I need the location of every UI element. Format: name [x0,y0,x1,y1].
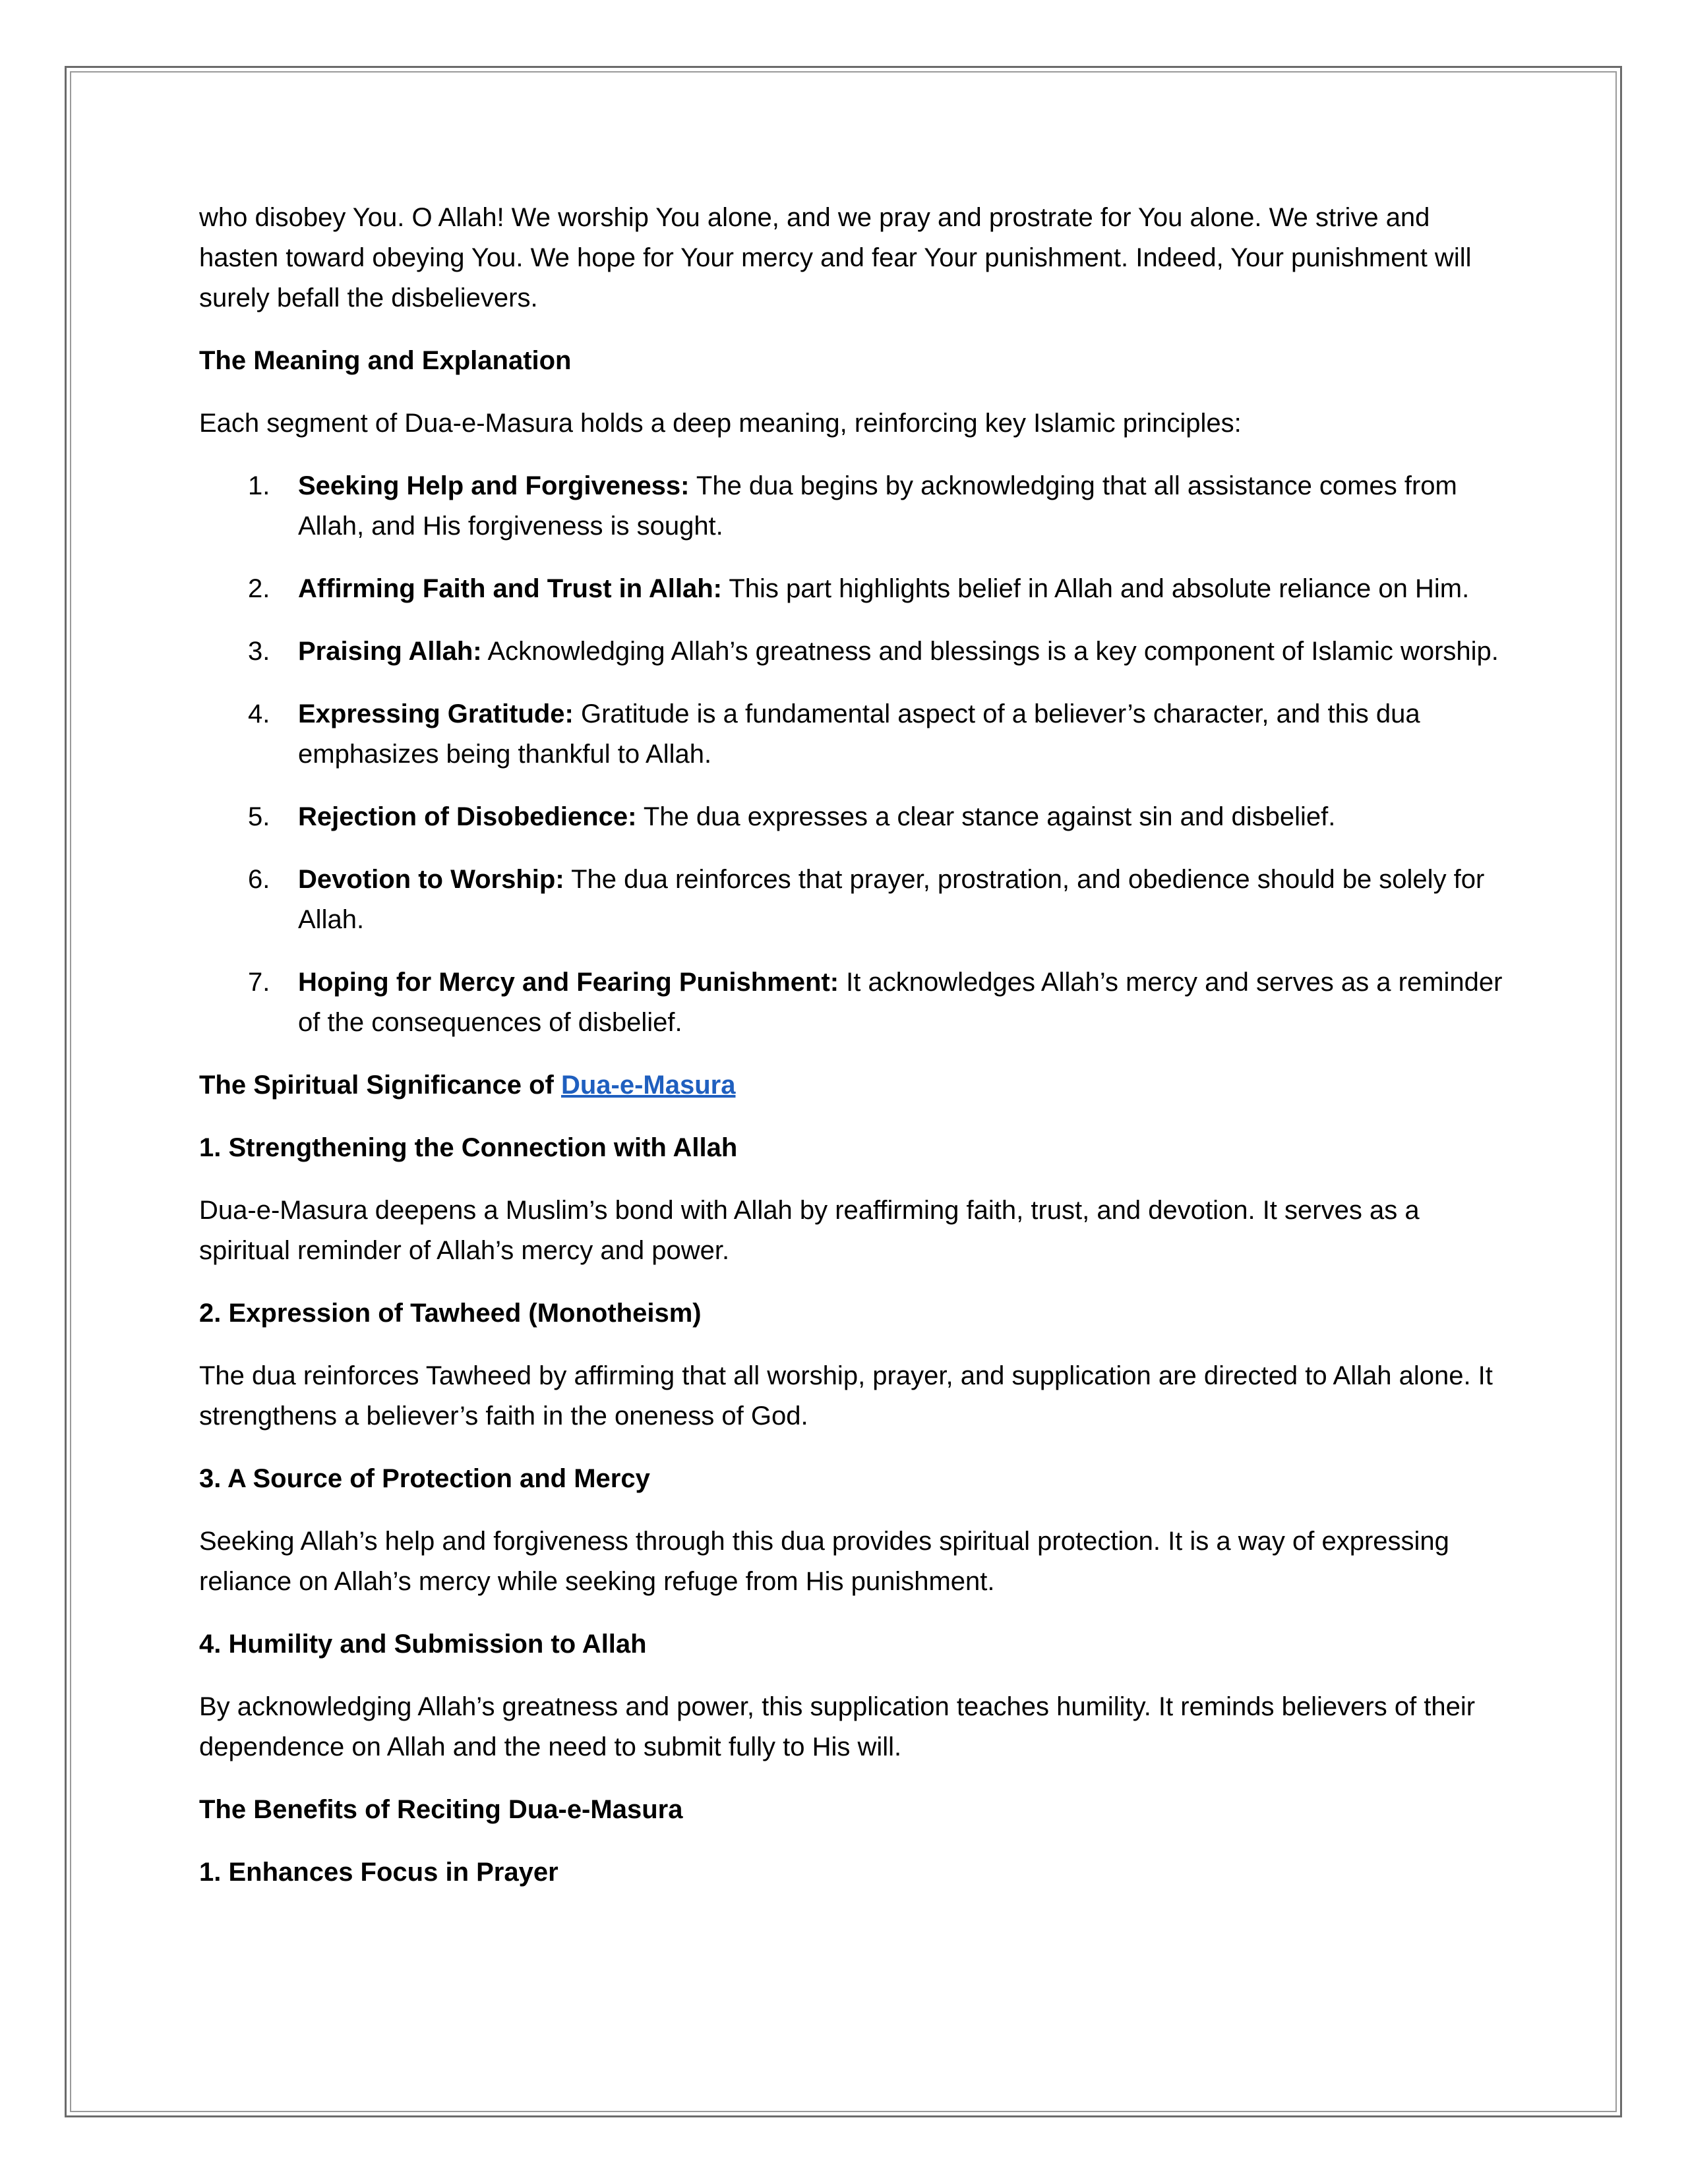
list-item-number: 1. [248,471,270,500]
list-item-text: The dua reinforces that prayer, prostration, and obedience should be solely for Allah. [298,865,1485,934]
list-item [199,632,1505,672]
benefits-heading: The Benefits of Reciting Dua-e-Masura [199,1795,683,1824]
list-item [199,797,1505,837]
subsection-heading: 4. Humility and Submission to Allah [199,1630,647,1659]
list-item-number: 3. [248,637,270,666]
dua-e-masura-link[interactable]: Dua-e-Masura [560,1071,736,1100]
list-item-text: The dua begins by acknowledging that all assistance comes from Allah, and His forgiveness is sought. [298,471,1457,541]
subsection-heading: 2. Expression of Tawheed (Monotheism) [199,1299,702,1328]
list-item-number: 6. [248,865,270,894]
list-item-text: It acknowledges Allah’s mercy and serves as a reminder of the consequences of disbelief. [298,968,1503,1037]
significance-heading-prefix: The Spiritual Significance of [199,1071,561,1100]
list-item [199,569,1505,609]
list-item-title: Seeking Help and Forgiveness: [298,471,690,500]
subsection-body: Dua-e-Masura deepens a Muslim’s bond with Allah by reaffirming faith, trust, and devotion. It serves as a spiritual reminder of Allah’s mercy and power. [199,1196,1420,1265]
list-item-title: Devotion to Worship: [298,865,564,894]
list-item-text: This part highlights belief in Allah and absolute reliance on Him. [721,574,1470,603]
list-item-number: 2. [248,574,270,603]
meaning-intro: Each segment of Dua-e-Masura holds a deep meaning, reinforcing key Islamic principles: [199,409,1242,438]
list-item-text: Gratitude is a fundamental aspect of a believer’s character, and this dua emphasizes being thankful to Allah. [298,699,1420,769]
subsection-heading: 3. A Source of Protection and Mercy [199,1464,650,1493]
list-item-number: 7. [248,968,270,997]
list-item-title: Hoping for Mercy and Fearing Punishment: [298,968,839,997]
subsection-body: By acknowledging Allah’s greatness and power, this supplication teaches humility. It reminds believers of their dependence on Allah and the need to submit fully to His will. [199,1692,1476,1761]
list-item [199,860,1505,940]
list-item [199,962,1505,1043]
list-item-text: Acknowledging Allah’s greatness and blessings is a key component of Islamic worship. [481,637,1499,666]
list-item-number: 5. [248,802,270,831]
list-item-number: 4. [248,699,270,728]
list-item [199,466,1505,546]
subsection-heading: 1. Strengthening the Connection with Allah [199,1133,738,1162]
list-item-title: Affirming Faith and Trust in Allah: [298,574,722,603]
list-item-title: Praising Allah: [298,637,482,666]
subsection-body: The dua reinforces Tawheed by affirming that all worship, prayer, and supplication are directed to Allah alone. It strengthens a believer’s faith in the oneness of God. [199,1361,1493,1431]
significance-heading [199,1065,1505,1106]
meaning-list [199,466,1505,1043]
list-item [199,694,1505,775]
list-item-title: Expressing Gratitude: [298,699,574,728]
list-item-title: Rejection of Disobedience: [298,802,637,831]
subsection-body: Seeking Allah’s help and forgiveness through this dua provides spiritual protection. It is a way of expressing reliance on Allah’s mercy while seeking refuge from His punishment. [199,1527,1449,1596]
intro-paragraph: who disobey You. O Allah! We worship You alone, and we pray and prostrate for You alone. We strive and hasten toward obeying You. We hope for Your mercy and fear Your punishment. Indeed, Your punishment will surely befall the disbelievers. [199,203,1472,312]
list-item-text: The dua expresses a clear stance against sin and disbelief. [636,802,1336,831]
document-body [199,198,1505,1915]
meaning-heading: The Meaning and Explanation [199,346,572,375]
benefits-subheading: 1. Enhances Focus in Prayer [199,1858,558,1887]
